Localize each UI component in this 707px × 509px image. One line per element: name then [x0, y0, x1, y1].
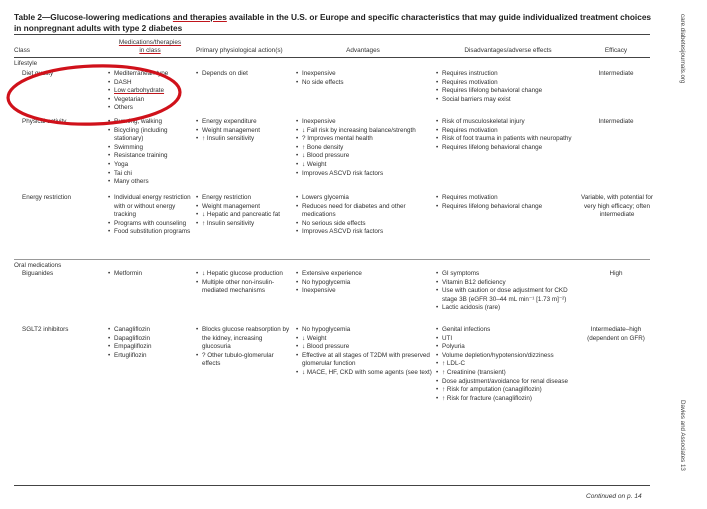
row-biguanides-efficacy: High [609, 270, 623, 277]
list-item: • ↑ LDL-C [436, 360, 576, 369]
list-item: • Weight management [196, 203, 292, 212]
list-item: • Metformin [108, 270, 192, 279]
list-item: • GI symptoms [436, 270, 580, 279]
row-energy-class: Energy restriction [22, 194, 71, 201]
row-activity-efficacy: Intermediate [598, 118, 634, 125]
row-biguanides-meds [108, 270, 192, 279]
list-item: • Effective at all stages of T2DM with preserved glomerular function [296, 352, 432, 369]
list-item: • ? Other tubulo-glomerular effects [196, 352, 292, 369]
list-item: • ↓ Hepatic glucose production [196, 270, 296, 279]
row-sglt2-action [196, 326, 292, 369]
list-item: • ↓ Weight [296, 335, 432, 344]
row-energy-efficacy: Variable, with potential for very high efficacy; often intermediate [581, 194, 653, 219]
title-text-end: available in the U.S. or Europe and specific characteristics that may guide individualized treatment choices in nonpregnant adults with type 2 diabetes [14, 12, 652, 33]
list-item: • ↑ Bone density [296, 144, 434, 153]
list-item: • Many others [108, 178, 192, 187]
list-item: • Requires motivation [436, 194, 580, 203]
list-item: • Lactic acidosis (rare) [436, 304, 580, 313]
table-title [14, 12, 654, 34]
list-item: • Energy expenditure [196, 118, 292, 127]
list-item: • Mediterranean type [108, 70, 193, 79]
list-item: • ↑ Creatinine (transient) [436, 369, 576, 378]
row-activity-advantages [296, 118, 434, 178]
running-footer: Davies and Associates 13 [679, 400, 686, 471]
list-item: • Canagliflozin [108, 326, 192, 335]
list-item: • Swimming [108, 144, 192, 153]
row-diet-efficacy: Intermediate [598, 70, 634, 77]
list-item: • Vegetarian [108, 96, 193, 105]
list-item: • Low carbohydrate [108, 87, 193, 96]
row-diet-action [196, 70, 292, 79]
list-item: • ↑ Risk for amputation (canagliflozin) [436, 386, 576, 395]
list-item: • Genital infections [436, 326, 576, 335]
row-biguanides-advantages [296, 270, 434, 296]
header-efficacy: Efficacy [604, 47, 628, 54]
list-item: • Use with caution or dose adjustment for CKD stage 3B (eGFR 30–44 mL min⁻¹ [1.73 m]⁻²) [436, 287, 580, 304]
list-item: • Risk of musculoskeletal injury [436, 118, 576, 127]
list-item: • Improves ASCVD risk factors [296, 170, 434, 179]
header-medications-line2: in class [139, 47, 161, 54]
list-item: • ↑ Insulin sensitivity [196, 135, 292, 144]
list-item: • Vitamin B12 deficiency [436, 279, 580, 288]
header-medications-line1: Medications/therapies [118, 39, 182, 46]
list-item: • Inexpensive [296, 118, 434, 127]
header-top-rule [14, 34, 650, 35]
list-item: • ↓ MACE, HF, CKD with some agents (see text) [296, 369, 432, 378]
list-item: • Blocks glucose reabsorption by the kidney, increasing glucosuria [196, 326, 292, 352]
section-divider [14, 259, 650, 260]
list-item: • Multiple other non-insulin-mediated mechanisms [196, 279, 296, 296]
row-sglt2-meds [108, 326, 192, 360]
list-item: • Dose adjustment/avoidance for renal disease [436, 378, 576, 387]
header-class: Class [14, 47, 30, 54]
header-medications [108, 39, 192, 55]
row-sglt2-disadvantages [436, 326, 576, 403]
list-item: • Empagliflozin [108, 343, 192, 352]
list-item: • Requires motivation [436, 127, 576, 136]
list-item: • Volume depletion/hypotension/dizziness [436, 352, 576, 361]
row-sglt2-advantages [296, 326, 432, 378]
list-item: • Requires lifelong behavioral change [436, 87, 580, 96]
list-item: • Inexpensive [296, 70, 434, 79]
journal-url: care.diabetesjournals.org [679, 14, 686, 84]
list-item: • ↓ Blood pressure [296, 152, 434, 161]
list-item: • No side effects [296, 79, 434, 88]
row-diet-disadvantages [436, 70, 580, 104]
list-item: • Food substitution programs [108, 228, 194, 237]
list-item: • Individual energy restriction with or without energy tracking [108, 194, 194, 220]
row-sglt2-efficacy: Intermediate–high (dependent on GFR) [587, 326, 645, 342]
list-item: • Programs with counseling [108, 220, 194, 229]
list-item: • Tai chi [108, 170, 192, 179]
list-item: • Risk of foot trauma in patients with neuropathy [436, 135, 576, 144]
row-sglt2-class: SGLT2 inhibitors [22, 326, 69, 333]
row-biguanides-class: Biguanides [22, 270, 54, 277]
list-item: • Requires instruction [436, 70, 580, 79]
list-item: • No serious side effects [296, 220, 426, 229]
row-biguanides-action [196, 270, 296, 296]
list-item: • Resistance training [108, 152, 192, 161]
list-item: • Polyuria [436, 343, 576, 352]
row-energy-action [196, 194, 292, 228]
row-biguanides-disadvantages [436, 270, 580, 313]
row-activity-meds [108, 118, 192, 187]
row-activity-class: Physical activity [22, 118, 67, 125]
list-item: • UTI [436, 335, 576, 344]
list-item: • Running, walking [108, 118, 192, 127]
list-item: • Depends on diet [196, 70, 292, 79]
row-diet-meds [108, 70, 193, 113]
group-oral: Oral medications [14, 262, 62, 269]
list-item: • Yoga [108, 161, 192, 170]
list-item: • No hypoglycemia [296, 279, 434, 288]
list-item: • Requires lifelong behavioral change [436, 144, 576, 153]
row-diet-class: Diet quality [22, 70, 54, 77]
header-action: Primary physiological action(s) [196, 47, 283, 54]
row-diet-advantages [296, 70, 434, 87]
header-advantages: Advantages [346, 47, 380, 54]
list-item: • ↓ Blood pressure [296, 343, 432, 352]
list-item: • Lowers glycemia [296, 194, 426, 203]
row-activity-action [196, 118, 292, 144]
header-disadvantages: Disadvantages/adverse effects [464, 47, 552, 54]
list-item: • Weight management [196, 127, 292, 136]
list-item: • ↑ Insulin sensitivity [196, 220, 292, 229]
list-item: • ↑ Risk for fracture (canagliflozin) [436, 395, 576, 404]
list-item: • No hypoglycemia [296, 326, 432, 335]
list-item: • Requires motivation [436, 79, 580, 88]
header-bottom-rule [14, 57, 650, 58]
list-item: • Energy restriction [196, 194, 292, 203]
title-highlight: and therapies [172, 12, 227, 22]
row-energy-advantages [296, 194, 426, 237]
list-item: • Dapagliflozin [108, 335, 192, 344]
row-energy-disadvantages [436, 194, 580, 211]
list-item: • ↓ Weight [296, 161, 434, 170]
list-item: • ↓ Hepatic and pancreatic fat [196, 211, 292, 220]
list-item: • Requires lifelong behavioral change [436, 203, 580, 212]
row-activity-disadvantages [436, 118, 576, 152]
title-text-start: Table 2—Glucose-lowering medications [14, 12, 173, 22]
list-item: • Ertugliflozin [108, 352, 192, 361]
list-item: • Extensive experience [296, 270, 434, 279]
list-item: • ↓ Fall risk by increasing balance/strength [296, 127, 434, 136]
list-item: • Others [108, 104, 193, 113]
list-item: • Reduces need for diabetes and other medications [296, 203, 426, 220]
group-lifestyle: Lifestyle [14, 60, 38, 67]
list-item: • Social barriers may exist [436, 96, 580, 105]
list-item: • Improves ASCVD risk factors [296, 228, 426, 237]
list-item: • Inexpensive [296, 287, 434, 296]
row-energy-meds [108, 194, 194, 237]
list-item: • DASH [108, 79, 193, 88]
continued-note: Continued on p. 14 [586, 493, 642, 500]
list-item: • Bicycling (including stationary) [108, 127, 192, 144]
list-item: • ? Improves mental health [296, 135, 434, 144]
table-bottom-rule [14, 485, 650, 486]
